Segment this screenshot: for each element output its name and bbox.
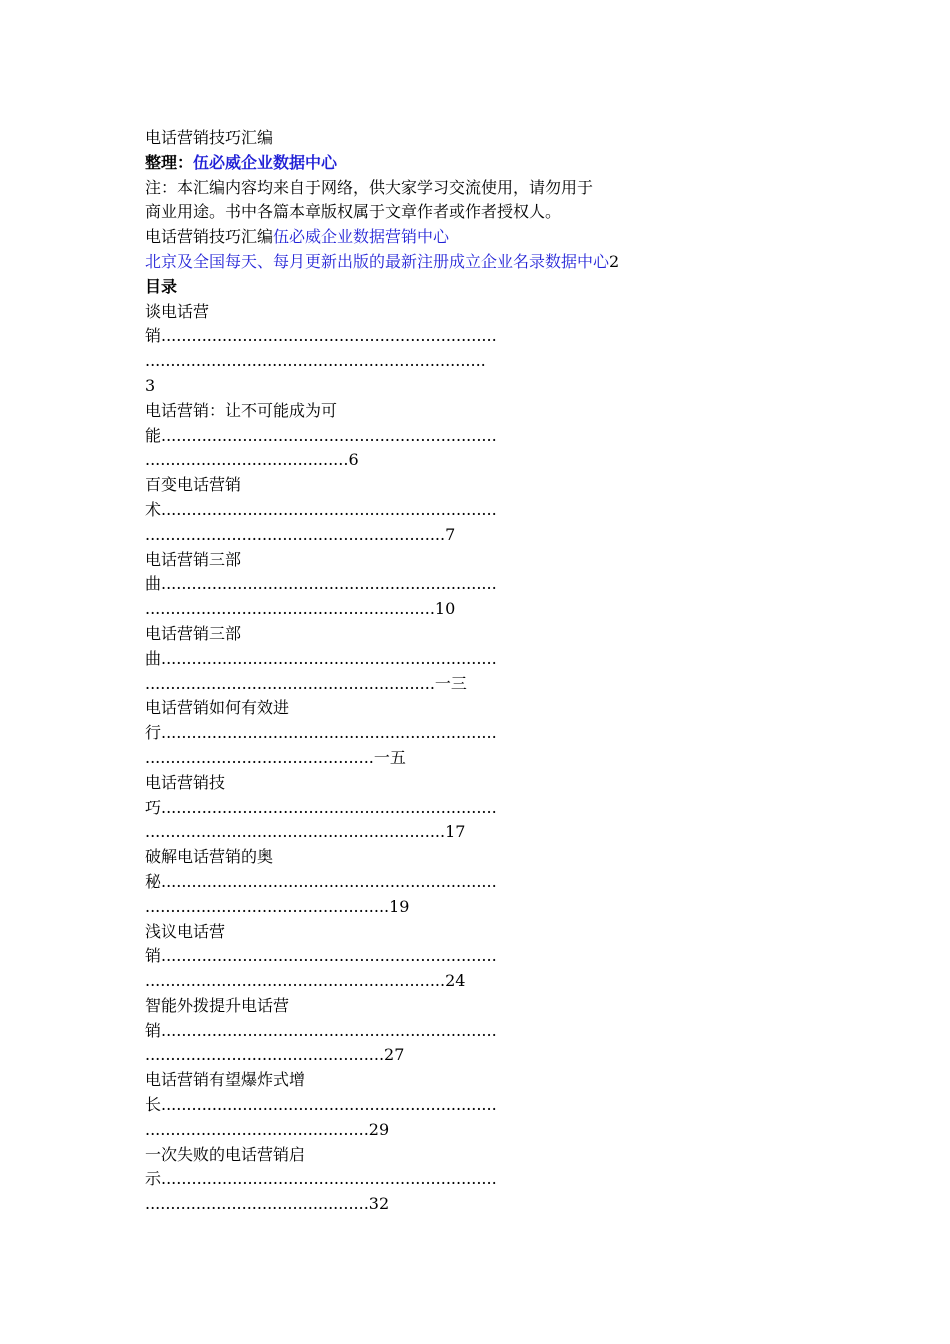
toc-entry-leader: 能..................................................................	[145, 425, 497, 445]
toc-entry-title: 谈电话营	[145, 301, 210, 321]
note-line-2: 商业用途。书中各篇本章版权属于文章作者或作者授权人。	[145, 202, 562, 222]
toc-entry-leader: .........................................................10	[145, 599, 456, 619]
toc-entry-leader: 长..................................................................	[145, 1095, 497, 1115]
toc-entry-title: 破解电话营销的奥	[145, 847, 274, 867]
toc-entry-title: 电话营销如何有效进	[145, 698, 290, 718]
toc-entry[interactable]	[145, 473, 825, 547]
toc-entry-leader: ...........................................................24	[145, 971, 466, 991]
toc-entry[interactable]	[145, 771, 825, 845]
toc-entry[interactable]	[145, 920, 825, 994]
organizer-label: 整理：	[145, 152, 194, 172]
toc-entry-leader: ...........................................................7	[145, 524, 456, 544]
toc-entry-leader: ............................................32	[145, 1194, 390, 1214]
toc-entry-leader: 秘..................................................................	[145, 871, 497, 891]
organizer-name: 伍必威企业数据中心	[193, 152, 338, 172]
promo-page: 2	[609, 251, 620, 271]
toc-entry-leader: 示..................................................................	[145, 1169, 497, 1189]
toc-heading: 目录	[145, 276, 178, 296]
toc-entry-leader: ...............................................27	[145, 1045, 405, 1065]
toc-entry-leader: .........................................................一三	[145, 673, 467, 693]
toc-entry[interactable]	[145, 300, 825, 399]
toc-entry[interactable]	[145, 1068, 825, 1142]
toc-entry-title: 电话营销：让不可能成为可	[145, 400, 338, 420]
toc-entry-title: 电话营销三部	[145, 623, 242, 643]
toc-entry[interactable]	[145, 399, 825, 473]
document-title: 电话营销技巧汇编	[145, 128, 274, 147]
promo-line	[145, 250, 825, 275]
toc-entry-title: 一次失败的电话营销启	[145, 1144, 306, 1164]
toc-entry-title: 电话营销有望爆炸式增	[145, 1070, 306, 1090]
toc-entry-leader: ...........................................................17	[145, 822, 466, 842]
toc-entry-title: 浅议电话营	[145, 921, 226, 941]
toc-entry-leader: 行..................................................................	[145, 723, 497, 743]
toc-entry-title: 电话营销技	[145, 772, 226, 792]
toc-entry-leader: 销..................................................................	[145, 946, 497, 966]
note-line-1: 注：本汇编内容均来自于网络，供大家学习交流使用，请勿用于	[145, 177, 594, 197]
toc-entry[interactable]	[145, 1143, 825, 1217]
toc-entry-leader: 曲..................................................................	[145, 648, 497, 668]
toc-entry-leader: 术..................................................................	[145, 499, 497, 519]
document-page	[145, 126, 825, 1217]
toc-entry-leader: 曲..................................................................	[145, 574, 497, 594]
toc-entry-leader: ............................................29	[145, 1119, 390, 1139]
toc-entry-leader: ........................................6	[145, 450, 359, 470]
toc-entry-leader: 3	[145, 375, 156, 395]
toc-entry-title: 电话营销三部	[145, 549, 242, 569]
toc-entry-title: 智能外拨提升电话营	[145, 995, 290, 1015]
toc-entry-leader: ...................................................................	[145, 351, 486, 371]
toc-entry-leader: 销..................................................................	[145, 326, 497, 346]
toc-entry-title: 百变电话营销	[145, 475, 242, 495]
toc-entry[interactable]	[145, 994, 825, 1068]
running-header	[145, 225, 825, 250]
toc-entry[interactable]	[145, 622, 825, 696]
toc-entry-leader: 销..................................................................	[145, 1020, 497, 1040]
organizer-line	[145, 151, 825, 176]
toc-entry[interactable]	[145, 548, 825, 622]
toc-entry-leader: 巧..................................................................	[145, 797, 497, 817]
running-title: 电话营销技巧汇编	[145, 227, 274, 247]
running-source: 伍必威企业数据营销中心	[273, 227, 450, 247]
toc-entry[interactable]	[145, 696, 825, 770]
toc-entry[interactable]	[145, 845, 825, 919]
toc-entry-leader: .............................................一五	[145, 747, 406, 767]
toc-entry-leader: ................................................19	[145, 896, 410, 916]
promo-text: 北京及全国每天、每月更新出版的最新注册成立企业名录数据中心	[145, 251, 610, 271]
toc-list	[145, 300, 825, 1217]
